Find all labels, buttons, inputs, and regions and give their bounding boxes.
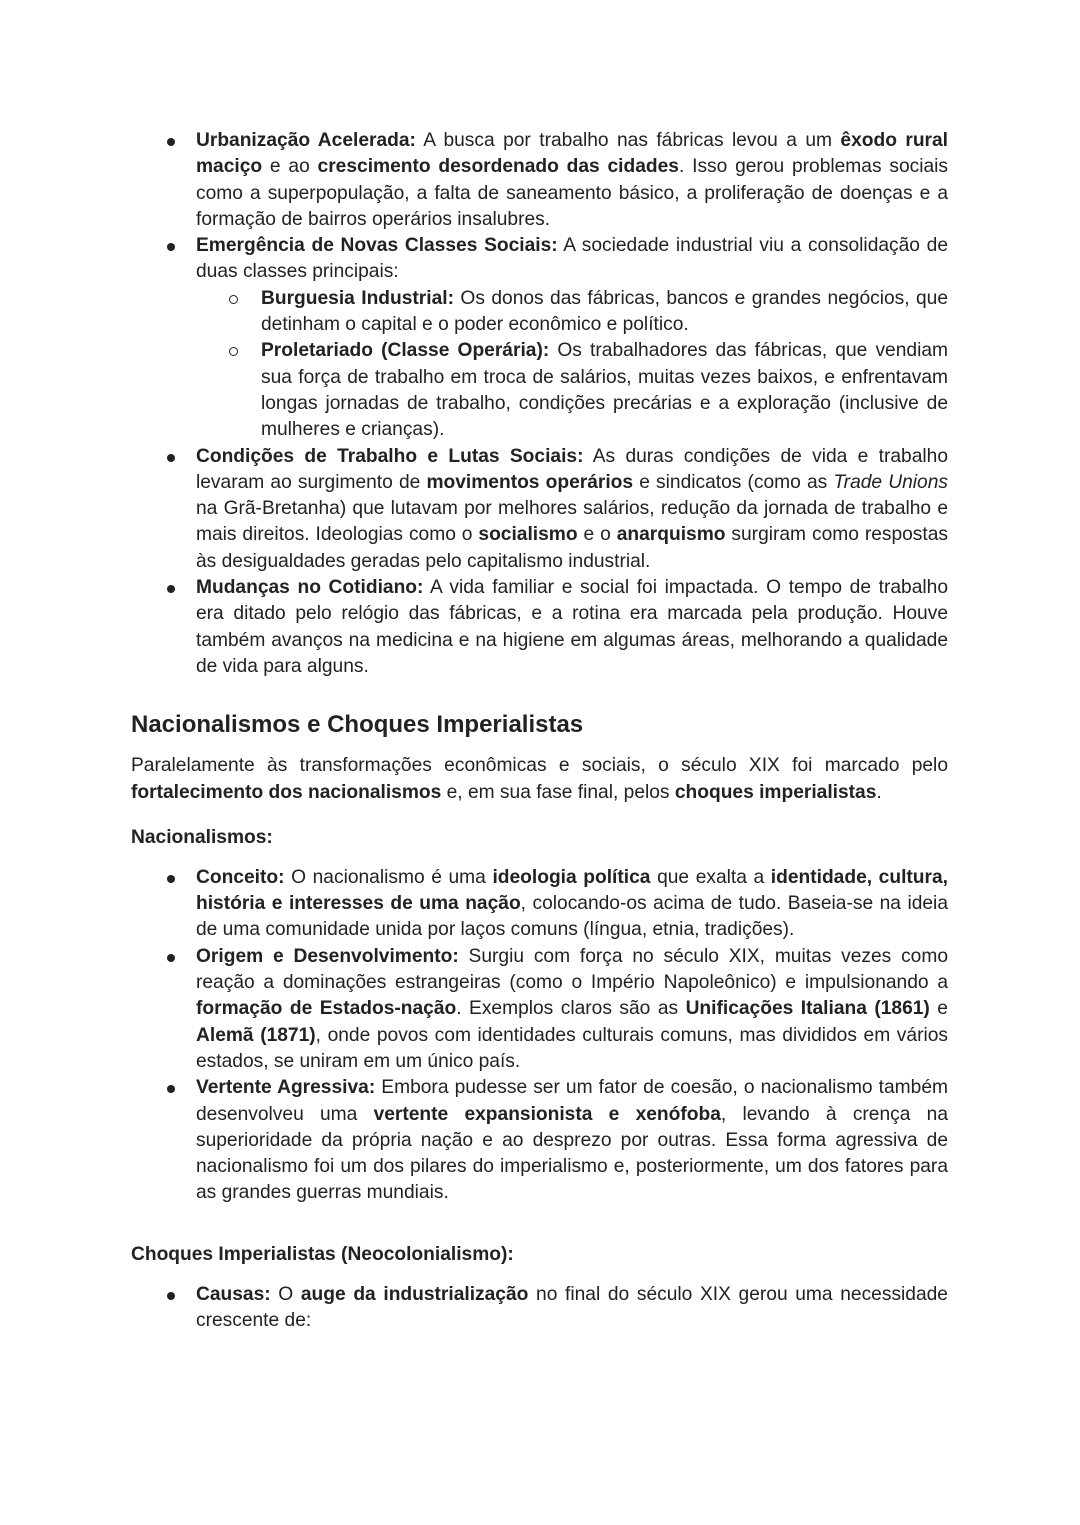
item-title: Mudanças no Cotidiano: xyxy=(196,577,424,599)
list-item: Vertente Agressiva: Embora pudesse ser um fator de coesão, o nacionalismo também desenvolveu uma vertente expansionista e xenófoba, levando à crença na superioridade da própria nação e ao desprezo por outras. Essa forma agressiva de nacionalismo foi um dos pilares do imperialismo e, posteriormente, um dos fatores para as grandes guerras mundiais. xyxy=(131,1075,948,1206)
social-effects-list xyxy=(131,128,948,680)
document-content xyxy=(131,128,948,1334)
bullet-icon xyxy=(167,138,175,146)
item-title: Origem e Desenvolvimento: xyxy=(196,945,459,967)
list-item: Conceito: O nacionalismo é uma ideologia política que exalta a identidade, cultura, história e interesses de uma nação, colocando-os acima de tudo. Baseia-se na ideia de uma comunidade unida por laços comuns (língua, etnia, tradições). xyxy=(131,865,948,944)
item-title: Emergência de Novas Classes Sociais: xyxy=(196,235,558,257)
item-title: Condições de Trabalho e Lutas Sociais: xyxy=(196,445,584,467)
item-title: Proletariado (Classe Operária): xyxy=(261,340,550,362)
subsection-heading-nacionalismos: Nacionalismos: xyxy=(131,826,273,848)
bullet-icon xyxy=(167,454,175,462)
sublist-item: Burguesia Industrial: Os donos das fábricas, bancos e grandes negócios, que detinham o capital e o poder econômico e político. xyxy=(131,286,948,339)
item-title: Burguesia Industrial: xyxy=(261,287,454,309)
list-item: Origem e Desenvolvimento: Surgiu com força no século XIX, muitas vezes como reação a dominações estrangeiras (como o Império Napoleônico) e impulsionando a formação de Estados-nação. Exemplos claros são as Unificações Italiana (1861) e Alemã (1871), onde povos com identidades culturais comuns, mas divididos em vários estados, se uniram em um único país. xyxy=(131,944,948,1075)
sublist-item: Proletariado (Classe Operária): Os trabalhadores das fábricas, que vendiam sua força de trabalho em troca de salários, muitas vezes baixos, e enfrentavam longas jornadas de trabalho, condições precárias e a exploração (inclusive de mulheres e crianças). xyxy=(131,338,948,443)
bullet-icon xyxy=(167,954,175,962)
classes-sublist xyxy=(196,286,948,444)
item-title: Urbanização Acelerada: xyxy=(196,130,416,151)
choques-list xyxy=(131,1282,948,1335)
nacionalismos-list xyxy=(131,865,948,1207)
list-item: Mudanças no Cotidiano: A vida familiar e social foi impactada. O tempo de trabalho era ditado pelo relógio das fábricas, e a rotina era marcada pela produção. Houve também avanços na medicina e na higiene em algumas áreas, melhorando a qualidade de vida para alguns. xyxy=(131,575,948,680)
item-title: Conceito: xyxy=(196,866,285,888)
subsection-heading-choques: Choques Imperialistas (Neocolonialismo): xyxy=(131,1243,514,1265)
item-title: Causas: xyxy=(196,1283,271,1305)
list-item: Condições de Trabalho e Lutas Sociais: As duras condições de vida e trabalho levaram ao surgimento de movimentos operários e sindicatos (como as Trade Unions na Grã-Bretanha) que lutavam por melhores salários, redução da jornada de trabalho e mais direitos. Ideologias como o socialismo e o anarquismo surgiram como respostas às desigualdades geradas pelo capitalismo industrial. xyxy=(131,444,948,575)
bullet-icon xyxy=(167,243,175,251)
list-item: Causas: O auge da industrialização no final do século XIX gerou uma necessidade crescente de: xyxy=(131,1282,948,1335)
list-item: Emergência de Novas Classes Sociais: A sociedade industrial viu a consolidação de duas classes principais: Burguesia Industrial: Os donos das fábricas, bancos e grandes negócios, que detinham o capital e o poder econômico e político. Proletariado (Classe Operária): Os trabalhadores das fábricas, que vendiam sua força de trabalho em troca de salários, muitas vezes baixos, e enfrentavam longas jornadas de trabalho, condições precárias e a exploração (inclusive de mulheres e crianças). xyxy=(131,233,948,443)
bullet-icon xyxy=(167,875,175,883)
bullet-icon xyxy=(167,585,175,593)
item-title: Vertente Agressiva: xyxy=(196,1077,376,1099)
bullet-icon xyxy=(167,1292,175,1300)
section-intro: Paralelamente às transformações econômicas e sociais, o século XIX foi marcado pelo fortalecimento dos nacionalismos e, em sua fase final, pelos choques imperialistas. xyxy=(131,755,948,803)
bullet-icon xyxy=(167,1085,175,1093)
section-heading: Nacionalismos e Choques Imperialistas xyxy=(131,711,584,739)
hollow-bullet-icon xyxy=(229,295,238,304)
hollow-bullet-icon xyxy=(229,347,238,356)
list-item: Urbanização Acelerada: A busca por trabalho nas fábricas levou a um êxodo rural maciço e ao crescimento desordenado das cidades. Isso gerou problemas sociais como a superpopulação, a falta de saneamento básico, a proliferação de doenças e a formação de bairros operários insalubres. xyxy=(131,128,948,233)
